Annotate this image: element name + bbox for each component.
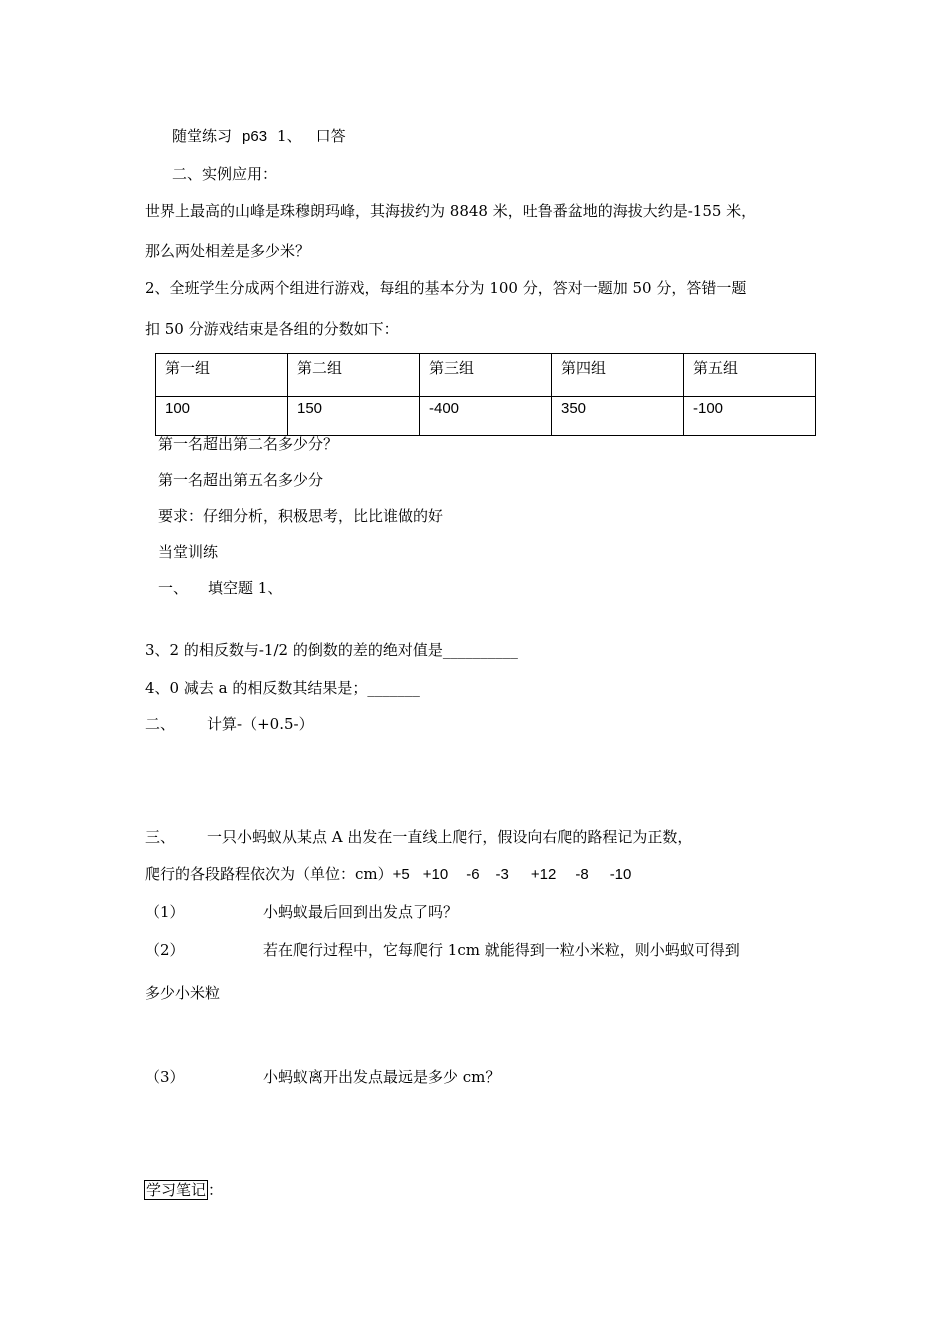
practice-page: p63: [242, 128, 268, 145]
table-header-cell: 第三组: [420, 354, 552, 397]
ant-value: +5: [392, 866, 410, 883]
notes-colon: ：: [208, 1181, 224, 1199]
problem1-line1: 世界上最高的山峰是珠穆朗玛峰，其海拔约为 8848 米，吐鲁番盆地的海拔大约是-155 米，: [145, 202, 757, 220]
practice-line: [172, 126, 346, 147]
notes-label: 学习笔记: [146, 1181, 207, 1199]
ant-value: +12: [530, 866, 557, 883]
ant-value: -10: [609, 866, 632, 883]
problem1-line2: 那么两处相差是多少米？: [145, 242, 311, 260]
problem2-line2: 扣 50 分游戏结束是各组的分数如下：: [145, 320, 399, 338]
notes-heading: [144, 1180, 223, 1200]
ant-sub2-text2: 多少小米粒: [145, 984, 221, 1002]
table-value-cell: 150: [288, 397, 420, 436]
ant-value: +10: [422, 866, 449, 883]
table-header-cell: 第一组: [156, 354, 288, 397]
calc-num: 二、: [145, 715, 176, 733]
ant-sub2-text: 若在爬行过程中，它每爬行 1cm 就能得到一粒小米粒，则小蚂蚁可得到: [263, 941, 740, 959]
question-3: 3、2 的相反数与-1/2 的倒数的差的绝对值是__________: [145, 641, 518, 659]
ant-value: -3: [495, 866, 509, 883]
ant-sub3-text: 小蚂蚁离开出发点最远是多少 cm？: [263, 1068, 501, 1086]
table-value-cell: 350: [552, 397, 684, 436]
problem2-line1: 2、全班学生分成两个组进行游戏，每组的基本分为 100 分，答对一题加 50 分，答错一题: [145, 279, 747, 297]
score-table: [155, 353, 816, 436]
table-value-cell: 100: [156, 397, 288, 436]
calc-text: 计算-（+0.5-）: [207, 715, 314, 733]
table-value-cell: -400: [420, 397, 552, 436]
ant-text: 一只小蚂蚁从某点 A 出发在一直线上爬行，假设向右爬的路程记为正数，: [207, 828, 693, 846]
ant-line2: [145, 864, 631, 885]
section2-title: 二、实例应用：: [172, 165, 278, 183]
requirement-text: 要求：仔细分析，积极思考，比比谁做的好: [158, 507, 444, 525]
ant-value: -8: [575, 866, 589, 883]
ant-value: -6: [466, 866, 480, 883]
ant-num: 三、: [145, 828, 176, 846]
ant-sub1-text: 小蚂蚁最后回到出发点了吗？: [263, 903, 459, 921]
table-header-cell: 第二组: [288, 354, 420, 397]
ant-sub3-num: （3）: [145, 1068, 185, 1086]
training-title: 当堂训练: [158, 543, 219, 561]
table-header-cell: 第五组: [684, 354, 816, 397]
question-first-fifth: 第一名超出第五名多少分: [158, 471, 324, 489]
score-table-value-row: [156, 397, 816, 436]
question-4: 4、0 减去 a 的相反数其结果是；_______: [145, 679, 420, 697]
ant-line2-prefix: 爬行的各段路程依次为（单位：cm）: [145, 865, 393, 883]
practice-num: 1、: [277, 127, 302, 145]
fill-num: 一、: [158, 579, 189, 597]
ant-sub1-num: （1）: [145, 903, 185, 921]
score-table-header-row: [156, 354, 816, 397]
fill-text: 填空题 1、: [208, 579, 283, 597]
practice-label: 随堂练习: [172, 127, 233, 145]
ant-line1: [145, 827, 692, 847]
fill-blank-line: [158, 578, 282, 598]
table-value-cell: -100: [684, 397, 816, 436]
question-first-second: 第一名超出第二名多少分？: [158, 435, 339, 453]
table-header-cell: 第四组: [552, 354, 684, 397]
ant-sub2-num: （2）: [145, 941, 185, 959]
calc-line: [145, 714, 314, 734]
practice-answer: 口答: [315, 127, 346, 145]
